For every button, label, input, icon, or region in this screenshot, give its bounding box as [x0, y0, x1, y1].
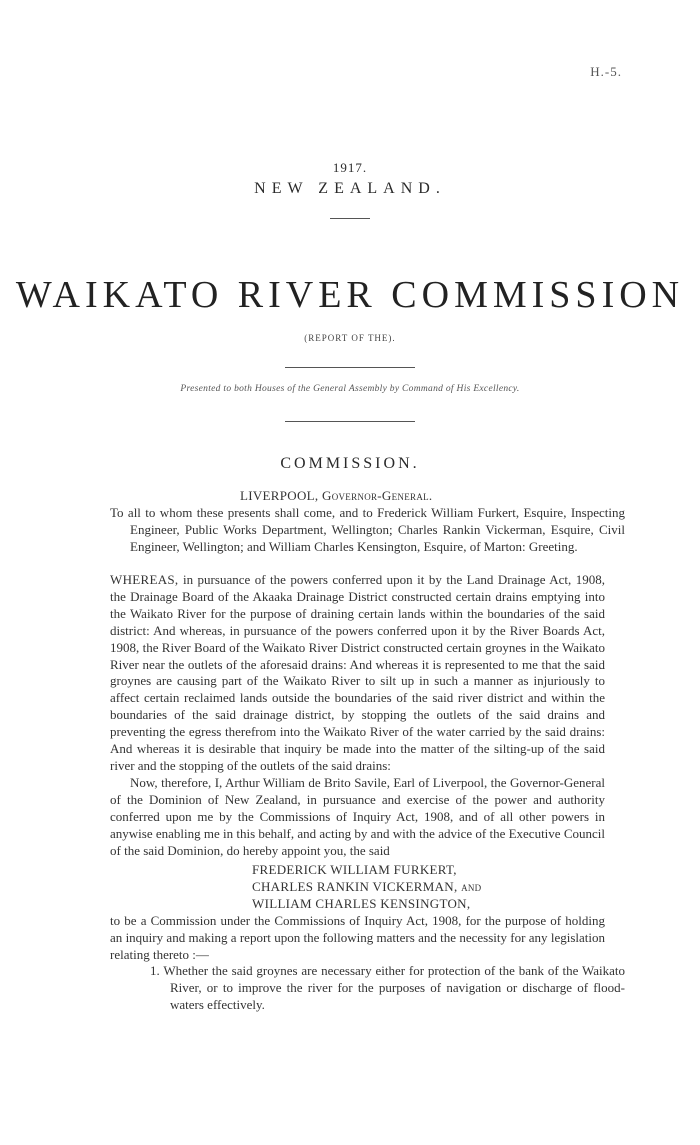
- document-subtitle: (REPORT OF THE).: [304, 333, 396, 343]
- year: 1917.: [332, 160, 368, 175]
- purpose-paragraph: to be a Commission under the Commissions of Inquiry Act, 1908, for the purpose of holding an inquiry and making a report upon the following matters and the necessity for any legislation relating thereto :—: [110, 913, 605, 962]
- country-name: NEW ZEALAND.: [254, 180, 446, 197]
- commissioner-name: CHARLES RANKIN VICKERMAN, and: [252, 879, 482, 894]
- divider-top: [285, 367, 415, 368]
- commissioner-name: FREDERICK WILLIAM FURKERT,: [252, 862, 457, 877]
- commissioner-name: WILLIAM CHARLES KENSINGTON,: [252, 896, 471, 911]
- page-reference: H.-5.: [590, 64, 622, 79]
- commission-heading: COMMISSION.: [280, 455, 420, 472]
- whereas-lead: WHEREAS,: [110, 572, 179, 587]
- inquiry-item: 1. Whether the said groynes are necessary either for protection of the bank of the Waikato River, or to improve the river for the purposes of navigation or discharge of flood-waters effectively.: [150, 963, 625, 1012]
- commissioner-names: [252, 861, 481, 912]
- document-title: WAIKATO RIVER COMMISSION: [15, 274, 685, 316]
- presented-line: Presented to both Houses of the General Assembly by Command of His Excellency.: [180, 384, 520, 394]
- addressee-paragraph: To all to whom these presents shall come, and to Frederick William Furkert, Esquire, Inspecting Engineer, Public Works Department, Wellington; Charles Rankin Vickerman, Esquire, Civil Engineer, Wellington; and William Charles Kensington, Esquire, of Marton: Greeting.: [110, 505, 625, 554]
- preamble-block: [110, 572, 605, 859]
- signer-line: LIVERPOOL, Governor-General.: [240, 488, 433, 503]
- now-therefore-paragraph: Now, therefore, I, Arthur William de Brito Savile, Earl of Liverpool, the Governor-General of the Dominion of New Zealand, in pursuance and exercise of the power and authority conferred upon me by the Commissions of Inquiry Act, 1908, and of all other powers in anywise enabling me in this behalf, and acting by and with the advice of the Executive Council of the said Dominion, do hereby appoint you, the said: [110, 774, 605, 858]
- divider-bottom: [285, 421, 415, 422]
- whereas-paragraph: in pursuance of the powers conferred upon it by the Land Drainage Act, 1908, the Drainage Board of the Akaaka Drainage District constructed certain drains emptying into the Waikato River for the purpose of draining certain lands within the boundaries of the said district: And whereas, in pursuance of the powers conferred upon it by the River Boards Act, 1908, the River Board of the Waikato River District constructed certain groynes in the Waikato River near the outlets of the aforesaid drains: And whereas it is represented to me that the said groynes are causing part of the Waikato River to silt up in such a manner as injuriously to affect certain reclaimed lands outside the boundaries of the said river district and within the boundaries of the said drainage district, by stopping the outlets of the said drains and preventing the egress therefrom into the Waikato River of the water carried by the said drains: And whereas it is desirable that inquiry be made into the matter of the silting-up of the said river and the stopping of the outlets of the said drains:: [110, 572, 606, 773]
- divider-short: [330, 218, 370, 219]
